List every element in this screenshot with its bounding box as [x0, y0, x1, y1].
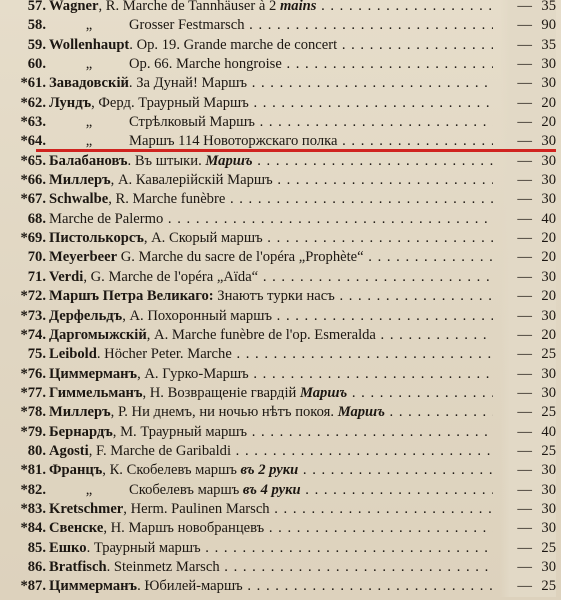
composer-name: Завадовскій	[49, 75, 129, 92]
composer-name: Циммерманъ	[49, 365, 138, 382]
price-value: 25	[541, 578, 556, 595]
price-dash: —	[517, 307, 532, 324]
price-value: 40	[541, 423, 556, 440]
composer-name: Свенске	[49, 520, 104, 537]
item-price	[500, 461, 556, 480]
item-title	[49, 461, 493, 480]
catalog-row	[0, 36, 561, 55]
ditto-mark: „	[85, 56, 93, 73]
work-title: , G. Marche de l'opéra „Aïda“	[83, 268, 259, 285]
price-value: 25	[541, 442, 556, 459]
ditto-mark: „	[85, 17, 93, 34]
composer-name: Миллеръ	[49, 404, 111, 421]
item-number: *64.	[20, 133, 46, 150]
item-title	[49, 519, 493, 538]
price-value: 30	[541, 462, 556, 479]
item-number: 68.	[27, 210, 46, 227]
catalog-row	[0, 384, 561, 403]
item-number: 70.	[27, 249, 46, 266]
catalog-row	[0, 287, 561, 306]
work-title: , К. Скобелевъ маршъ	[102, 462, 241, 479]
catalog-row	[0, 74, 561, 93]
catalog-row	[0, 16, 561, 35]
item-title	[49, 539, 493, 558]
item-price	[500, 55, 556, 74]
item-price	[500, 577, 556, 596]
item-number: 58.	[27, 17, 46, 34]
catalog-row	[0, 345, 561, 364]
item-number: *69.	[20, 230, 46, 247]
composer-name: Пистолькорсъ	[49, 230, 144, 247]
price-dash: —	[517, 404, 532, 421]
composer-name: Agosti	[49, 442, 89, 459]
price-value: 30	[541, 558, 556, 575]
item-number: *73.	[20, 307, 46, 324]
work-annotation: въ 2 руки	[240, 462, 299, 479]
composer-name: Лундъ	[49, 94, 92, 111]
work-title: , R. Marche funèbre	[108, 191, 226, 208]
item-number: *65.	[20, 152, 46, 169]
item-number: *72.	[20, 288, 46, 305]
catalog-row	[0, 94, 561, 113]
item-price	[500, 171, 556, 190]
price-value: 30	[541, 307, 556, 324]
work-title: Знаютъ турки насъ	[213, 288, 335, 305]
price-dash: —	[517, 230, 532, 247]
composer-name: Францъ	[49, 462, 103, 479]
item-number: *66.	[20, 172, 46, 189]
work-annotation: Маршъ	[205, 152, 253, 169]
item-price	[500, 519, 556, 538]
work-title: . Op. 19. Grande marche de concert	[129, 36, 338, 53]
price-value: 30	[541, 191, 556, 208]
catalog-row	[0, 229, 561, 248]
work-title: Маршъ 114 Новоторжскаго полка	[129, 133, 338, 150]
work-title: . Höcher Peter. Marche	[96, 346, 232, 363]
item-number: *67.	[20, 191, 46, 208]
item-price	[500, 16, 556, 35]
price-value: 20	[541, 288, 556, 305]
work-title: , А. Marche funèbre de l'op. Esmeralda	[146, 326, 376, 343]
catalog-row	[0, 558, 561, 577]
item-title	[49, 442, 493, 461]
price-dash: —	[517, 462, 532, 479]
price-dash: —	[517, 17, 532, 34]
composer-name: Циммерманъ	[49, 578, 138, 595]
item-number: *82.	[20, 481, 46, 498]
item-title	[49, 36, 493, 55]
work-title: G. Marche du sacre de l'opéra „Prophète“	[117, 249, 364, 266]
price-value: 20	[541, 249, 556, 266]
price-value: 25	[541, 404, 556, 421]
item-title	[49, 268, 493, 287]
price-value: 30	[541, 152, 556, 169]
item-title	[49, 171, 493, 190]
price-value: 20	[541, 114, 556, 131]
price-dash: —	[517, 365, 532, 382]
price-dash: —	[517, 558, 532, 575]
work-annotation: Маршъ	[337, 404, 385, 421]
price-dash: —	[517, 249, 532, 266]
item-number: *74.	[20, 326, 46, 343]
price-value: 30	[541, 384, 556, 401]
work-annotation: Маршъ	[299, 384, 348, 401]
price-value: 40	[541, 210, 556, 227]
item-title	[49, 558, 493, 577]
composer-name: Бернардъ	[49, 423, 113, 440]
work-title: . За Дунай! Маршъ	[128, 75, 248, 92]
composer-name: Дерфельдъ	[49, 307, 123, 324]
item-title	[49, 248, 493, 267]
work-annotation: въ 4 руки	[242, 481, 301, 498]
price-dash: —	[517, 94, 532, 111]
item-price	[500, 152, 556, 171]
item-number: 75.	[27, 346, 46, 363]
item-price	[500, 36, 556, 55]
price-dash: —	[517, 0, 532, 14]
work-title: , Н. Маршъ новобранцевъ	[103, 520, 265, 537]
item-price	[500, 365, 556, 384]
work-annotation: mains	[279, 0, 317, 14]
item-price	[500, 113, 556, 132]
ditto-mark: „	[85, 133, 93, 150]
item-number: *63.	[20, 114, 46, 131]
item-price	[500, 94, 556, 113]
composer-name: Schwalbe	[49, 191, 109, 208]
price-dash: —	[517, 346, 532, 363]
price-dash: —	[517, 36, 532, 53]
item-title	[49, 577, 493, 596]
item-price	[500, 558, 556, 577]
catalog-row	[0, 152, 561, 171]
price-dash: —	[517, 520, 532, 537]
item-title	[49, 0, 493, 16]
catalog-row	[0, 442, 561, 461]
price-value: 35	[541, 0, 556, 14]
price-dash: —	[517, 75, 532, 92]
composer-name: Ешко	[49, 539, 87, 556]
item-title	[49, 403, 493, 422]
composer-name: Балабановъ	[49, 152, 128, 169]
catalog-row	[0, 423, 561, 442]
item-number: *62.	[20, 94, 46, 111]
work-title: , А. Скорый маршъ	[143, 230, 263, 247]
catalog-row	[0, 326, 561, 345]
composer-name: Leibold	[49, 346, 97, 363]
price-value: 30	[541, 172, 556, 189]
catalog-row	[0, 171, 561, 190]
composer-name: Verdi	[49, 268, 84, 285]
work-title: . Steinmetz Marsch	[106, 558, 220, 575]
item-title	[49, 210, 493, 229]
red-underline-mark	[36, 149, 556, 152]
item-price	[500, 74, 556, 93]
price-dash: —	[517, 172, 532, 189]
price-value: 20	[541, 326, 556, 343]
catalog-row	[0, 365, 561, 384]
work-title: , М. Траурный маршъ	[112, 423, 248, 440]
item-price	[500, 423, 556, 442]
work-title: , Н. Возвращеніе гвардій	[142, 384, 300, 401]
catalog-row	[0, 190, 561, 209]
item-number: *84.	[20, 520, 46, 537]
work-title: Стрѣлковый Маршъ	[129, 114, 255, 131]
item-title	[49, 152, 493, 171]
price-dash: —	[517, 114, 532, 131]
item-price	[500, 268, 556, 287]
composer-name: Wagner	[49, 0, 99, 14]
price-value: 30	[541, 520, 556, 537]
item-price	[500, 442, 556, 461]
catalog-row	[0, 210, 561, 229]
item-title	[49, 384, 493, 403]
item-title	[49, 74, 493, 93]
item-number: 71.	[27, 268, 46, 285]
item-number: 60.	[27, 56, 46, 73]
catalog-row	[0, 403, 561, 422]
item-number: 80.	[27, 442, 46, 459]
catalog-row	[0, 248, 561, 267]
item-price	[500, 0, 556, 16]
price-value: 30	[541, 75, 556, 92]
item-price	[500, 539, 556, 558]
item-number: *79.	[20, 423, 46, 440]
ditto-mark: „	[85, 481, 93, 498]
catalog-row	[0, 519, 561, 538]
item-title	[49, 190, 493, 209]
item-title	[49, 500, 493, 519]
item-price	[500, 481, 556, 500]
composer-name: Маршъ Петра Великаго:	[49, 288, 214, 305]
work-title: Скобелевъ маршъ	[129, 481, 243, 498]
work-title: , А. Похоронный маршъ	[122, 307, 273, 324]
composer-name: Kretschmer	[49, 500, 124, 517]
item-number: *77.	[20, 384, 46, 401]
catalog-row	[0, 500, 561, 519]
price-value: 30	[541, 56, 556, 73]
price-dash: —	[517, 191, 532, 208]
item-title	[49, 423, 493, 442]
price-dash: —	[517, 578, 532, 595]
price-dash: —	[517, 133, 532, 150]
item-number: *87.	[20, 578, 46, 595]
item-price	[500, 307, 556, 326]
price-dash: —	[517, 152, 532, 169]
price-value: 35	[541, 36, 556, 53]
catalog-row	[0, 0, 561, 16]
item-price	[500, 190, 556, 209]
work-title: , Р. Ни днемъ, ни ночью нѣтъ покоя.	[110, 404, 338, 421]
work-title: . Юбилей-маршъ	[137, 578, 243, 595]
catalog-row	[0, 268, 561, 287]
item-number: *61.	[20, 75, 46, 92]
item-price	[500, 210, 556, 229]
price-dash: —	[517, 268, 532, 285]
work-title: , R. Marche de Tannhäuser à 2	[98, 0, 280, 14]
item-title	[49, 287, 493, 306]
price-value: 30	[541, 268, 556, 285]
catalog-row	[0, 55, 561, 74]
price-dash: —	[517, 56, 532, 73]
price-dash: —	[517, 442, 532, 459]
catalog-row	[0, 539, 561, 558]
item-number: 57.	[27, 0, 46, 14]
price-dash: —	[517, 423, 532, 440]
catalog-row	[0, 481, 561, 500]
catalog-row	[0, 307, 561, 326]
item-price	[500, 403, 556, 422]
price-value: 30	[541, 500, 556, 517]
price-dash: —	[517, 539, 532, 556]
work-title: , Herm. Paulinen Marsch	[123, 500, 270, 517]
item-number: 86.	[27, 558, 46, 575]
item-title	[49, 229, 493, 248]
work-title: , Ферд. Траурный Маршъ	[91, 94, 249, 111]
price-dash: —	[517, 326, 532, 343]
price-dash: —	[517, 384, 532, 401]
price-dash: —	[517, 481, 532, 498]
item-price	[500, 345, 556, 364]
item-title	[49, 345, 493, 364]
item-price	[500, 500, 556, 519]
work-title: . Траурный маршъ	[86, 539, 201, 556]
item-number: *83.	[20, 500, 46, 517]
work-title: Op. 66. Marche hongroise	[129, 56, 282, 73]
item-number: *76.	[20, 365, 46, 382]
work-title: Grosser Festmarsch	[129, 17, 245, 34]
composer-name: Гиммельманъ	[49, 384, 143, 401]
item-title	[49, 481, 493, 500]
catalog-row	[0, 577, 561, 596]
item-title	[49, 16, 493, 35]
item-title	[49, 94, 493, 113]
item-title	[49, 326, 493, 345]
ditto-mark: „	[85, 114, 93, 131]
work-title: Marche de Palermo	[49, 210, 164, 227]
price-value: 30	[541, 133, 556, 150]
price-value: 30	[541, 481, 556, 498]
item-number: *78.	[20, 404, 46, 421]
composer-name: Миллеръ	[49, 172, 111, 189]
item-title	[49, 55, 493, 74]
price-dash: —	[517, 500, 532, 517]
catalog-row	[0, 461, 561, 480]
price-dash: —	[517, 288, 532, 305]
item-price	[500, 229, 556, 248]
composer-name: Meyerbeer	[49, 249, 118, 266]
composer-name: Даргомыжскій	[49, 326, 147, 343]
work-title: , А. Кавалерійскій Маршъ	[110, 172, 273, 189]
item-title	[49, 113, 493, 132]
item-number: 59.	[27, 36, 46, 53]
item-number: 85.	[27, 539, 46, 556]
work-title: , F. Marche de Garibaldi	[88, 442, 232, 459]
price-value: 20	[541, 94, 556, 111]
price-value: 25	[541, 539, 556, 556]
item-title	[49, 365, 493, 384]
item-number: *81.	[20, 462, 46, 479]
work-title: . Въ штыки.	[127, 152, 206, 169]
item-title	[49, 307, 493, 326]
price-value: 20	[541, 230, 556, 247]
item-price	[500, 248, 556, 267]
price-dash: —	[517, 210, 532, 227]
catalog-row	[0, 113, 561, 132]
price-value: 90	[541, 17, 556, 34]
price-value: 25	[541, 346, 556, 363]
item-price	[500, 287, 556, 306]
item-price	[500, 326, 556, 345]
work-title: , А. Гурко-Маршъ	[137, 365, 249, 382]
price-value: 30	[541, 365, 556, 382]
item-price	[500, 384, 556, 403]
composer-name: Bratfisch	[49, 558, 107, 575]
composer-name: Wollenhaupt	[49, 36, 130, 53]
